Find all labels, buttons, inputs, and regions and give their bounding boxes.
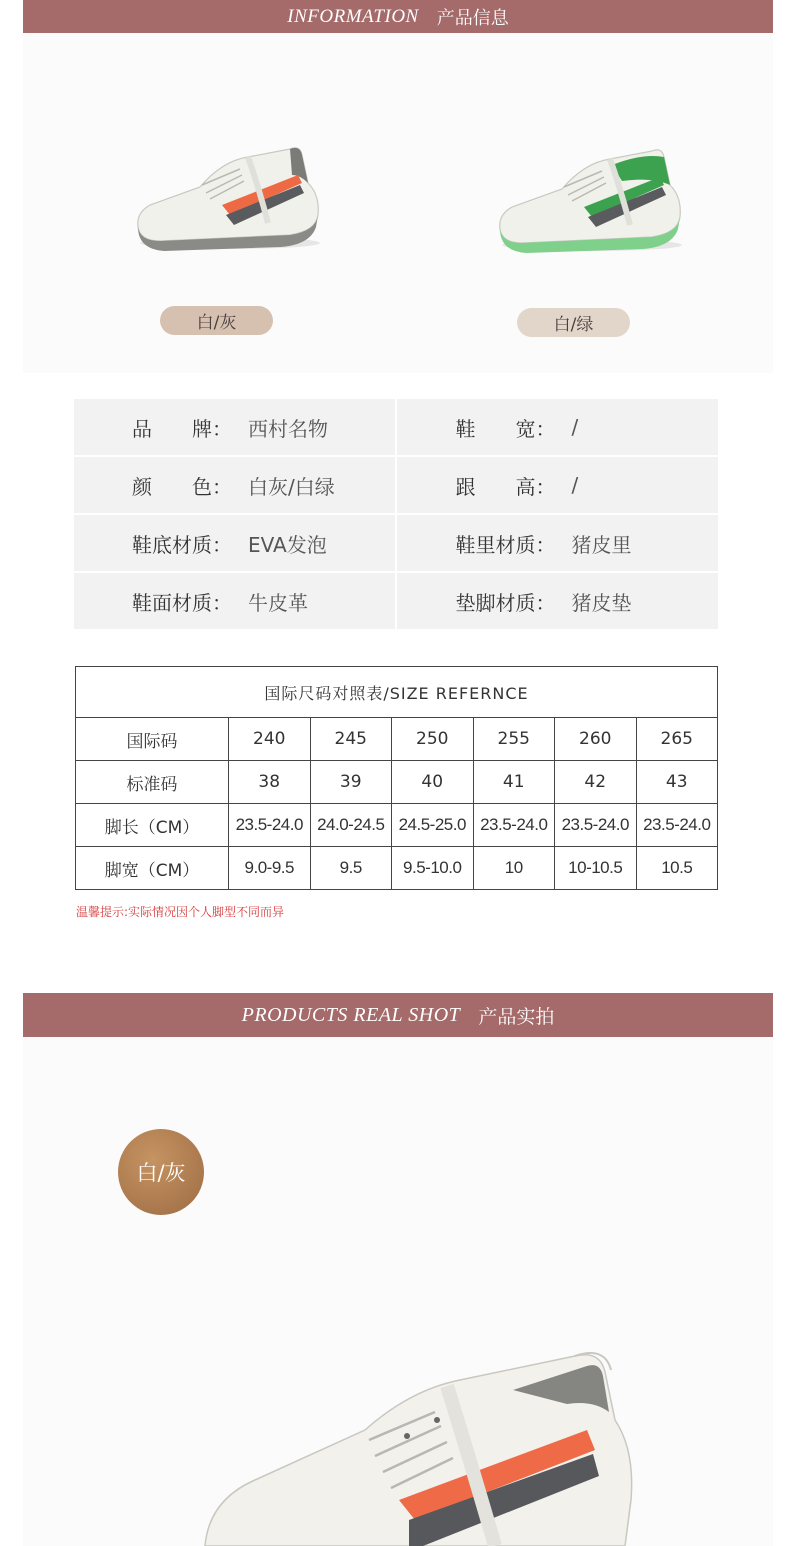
spec-cell <box>74 457 395 513</box>
spec-cell <box>397 457 719 513</box>
spec-row <box>74 457 718 513</box>
size-row-international <box>76 718 718 761</box>
sneaker-white-green-icon[interactable] <box>492 137 687 257</box>
section-title-en: PRODUCTS REAL SHOT <box>241 1003 461 1026</box>
spec-row <box>74 573 718 629</box>
size-cell: 250 <box>392 718 474 761</box>
variant-label-white-grey[interactable]: 白/灰 <box>160 306 273 335</box>
spec-key: 垫脚材质： <box>455 590 556 615</box>
size-row-label: 脚宽（CM） <box>76 847 229 890</box>
spec-cell <box>74 515 395 571</box>
spec-value: 猪皮里 <box>571 532 632 557</box>
size-cell: 23.5-24.0 <box>229 804 311 847</box>
size-cell: 24.0-24.5 <box>310 804 392 847</box>
size-cell: 23.5-24.0 <box>636 804 718 847</box>
spec-key: 鞋底材质： <box>132 532 232 557</box>
section-title-zh: 产品实拍 <box>478 1005 555 1028</box>
spec-value: / <box>571 415 579 439</box>
size-cell: 255 <box>473 718 555 761</box>
size-cell: 23.5-24.0 <box>555 804 637 847</box>
spec-value: 牛皮革 <box>248 590 308 615</box>
size-row-foot-width <box>76 847 718 890</box>
size-cell: 9.5-10.0 <box>392 847 474 890</box>
size-cell: 10 <box>473 847 555 890</box>
spec-value: 猪皮垫 <box>571 590 632 615</box>
spec-cell <box>397 399 719 455</box>
variant-label-white-green[interactable]: 白/绿 <box>517 308 630 337</box>
spec-key: 鞋里材质： <box>455 532 556 557</box>
spec-row <box>74 515 718 571</box>
size-cell: 9.5 <box>310 847 392 890</box>
spec-key: 跟 高： <box>455 474 556 499</box>
spec-table <box>74 399 718 631</box>
size-cell: 245 <box>310 718 392 761</box>
size-table <box>75 666 718 890</box>
size-cell: 42 <box>555 761 637 804</box>
size-table-title: 国际尺码对照表/SIZE REFERNCE <box>76 667 718 718</box>
spec-value: 白灰/白绿 <box>248 474 335 499</box>
size-cell: 38 <box>229 761 311 804</box>
size-cell: 260 <box>555 718 637 761</box>
size-cell: 10-10.5 <box>555 847 637 890</box>
spec-value: / <box>571 473 579 497</box>
spec-cell <box>74 399 395 455</box>
size-cell: 9.0-9.5 <box>229 847 311 890</box>
size-row-label: 脚长（CM） <box>76 804 229 847</box>
size-row-label: 标准码 <box>76 761 229 804</box>
section-title-en: INFORMATION <box>287 5 419 27</box>
spec-row <box>74 399 718 455</box>
size-table-header-row <box>76 667 718 718</box>
spec-key: 鞋 宽： <box>455 416 556 441</box>
spec-value: 西村名物 <box>248 416 328 441</box>
size-row-label: 国际码 <box>76 718 229 761</box>
section-banner-information <box>23 0 773 33</box>
size-cell: 23.5-24.0 <box>473 804 555 847</box>
spec-key: 颜 色： <box>132 474 232 499</box>
section-title-zh: 产品信息 <box>436 7 509 29</box>
spec-key: 品 牌： <box>132 416 232 441</box>
spec-cell <box>397 515 719 571</box>
spec-cell <box>397 573 719 629</box>
size-cell: 43 <box>636 761 718 804</box>
size-cell: 265 <box>636 718 718 761</box>
size-cell: 10.5 <box>636 847 718 890</box>
spec-value: EVA发泡 <box>248 532 327 557</box>
sneaker-white-grey-icon[interactable] <box>130 135 325 255</box>
size-cell: 24.5-25.0 <box>392 804 474 847</box>
size-note: 温馨提示:实际情况因个人脚型不同而异 <box>76 905 285 919</box>
section-banner-real-shot <box>23 993 773 1037</box>
size-cell: 41 <box>473 761 555 804</box>
size-row-standard <box>76 761 718 804</box>
size-row-foot-length <box>76 804 718 847</box>
size-cell: 240 <box>229 718 311 761</box>
size-cell: 39 <box>310 761 392 804</box>
spec-cell <box>74 573 395 629</box>
spec-key: 鞋面材质： <box>132 590 232 615</box>
size-cell: 40 <box>392 761 474 804</box>
sneaker-photo-icon <box>195 1350 635 1546</box>
color-badge: 白/灰 <box>118 1129 204 1215</box>
